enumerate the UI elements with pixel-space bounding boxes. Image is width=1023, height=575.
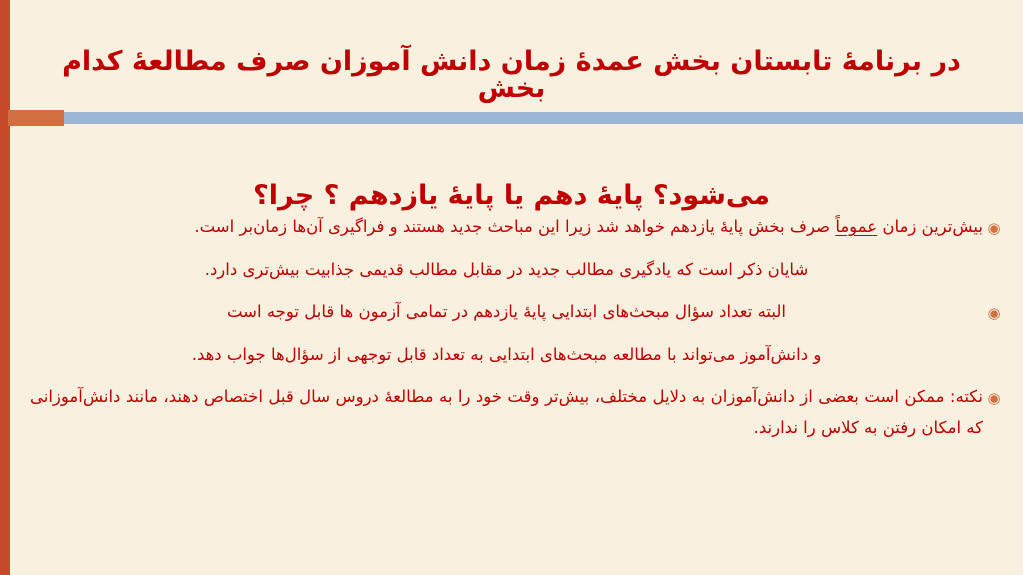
bullet-text-2: شایان ذکر است که یادگیری مطالب جدید در مقابل مطالب قدیمی جذابیت بیش‌تری دارد.: [204, 259, 809, 279]
slide-title-second-line: [28, 148, 995, 209]
spacer: [24, 332, 1005, 340]
spacer: [24, 289, 1005, 297]
bullet-1-before: بیش‌ترین زمان: [877, 217, 983, 236]
bullet-marker-placeholder: [983, 340, 1005, 342]
bullet-text-5: نکته: ممکن است بعضی از دانش‌آموزان به دلایل مختلف، بیش‌تر وقت خود را به مطالعهٔ دروس سال قبل اختصاص دهند، مانند دانش‌آموزانی که امکان رفتن به کلاس را ندارند.: [30, 387, 983, 437]
list-item: [24, 255, 1005, 286]
accent-bar-blue: [64, 112, 1023, 124]
bullet-marker-icon: ◉: [987, 304, 1001, 323]
bullet-marker-placeholder: [983, 255, 1005, 257]
spacer: [24, 247, 1005, 255]
bullet-text-4: و دانش‌آموز می‌تواند با مطالعه مبحث‌های ابتدایی به تعداد قابل توجهی از سؤال‌ها جواب دهد.: [191, 344, 822, 364]
slide-body: [24, 212, 1005, 447]
list-item: [24, 297, 1005, 328]
left-accent-bar: [0, 0, 10, 575]
accent-bars: [0, 110, 1023, 126]
list-item: [24, 212, 1005, 243]
bullet-text-3: البته تعداد سؤال مبحث‌های ابتدایی پایهٔ یازدهم در تمامی آزمون ها قابل توجه است: [226, 302, 786, 322]
title-line-1: در برنامهٔ تابستان بخش عمدهٔ زمان دانش آموزان صرف مطالعهٔ کدام بخش: [62, 46, 961, 104]
list-item: [24, 382, 1005, 443]
list-item: [24, 340, 1005, 371]
spacer: [24, 374, 1005, 382]
title-line-2: می‌شود؟ پایهٔ دهم یا پایهٔ یازدهم ؟ چرا؟: [253, 180, 770, 211]
bullet-1-after: صرف بخش پایهٔ یازدهم خواهد شد زیرا این مباحث جدید هستند و فراگیری آن‌ها زمان‌بر است.: [194, 217, 836, 236]
bullet-1-underlined: عموماً: [835, 217, 878, 236]
bullet-marker-icon: ◉: [987, 219, 1001, 237]
bullet-text-1: [24, 212, 983, 243]
slide-title: [28, 48, 995, 156]
bullet-marker-icon: ◉: [987, 389, 1001, 408]
accent-bar-orange: [8, 110, 64, 126]
